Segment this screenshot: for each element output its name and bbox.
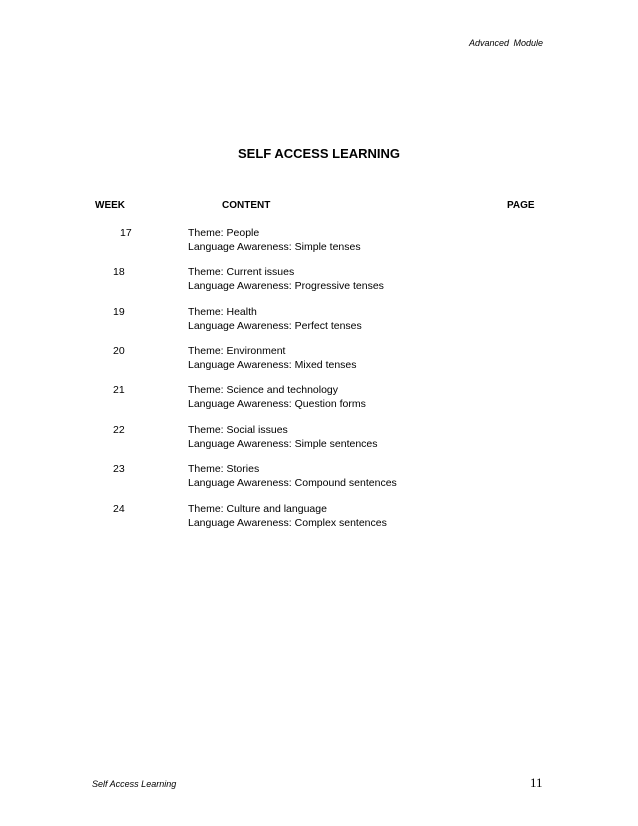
row-theme: Theme: Science and technology [188, 384, 339, 396]
week-number: 21 [113, 384, 125, 396]
row-content [188, 383, 366, 411]
footer-label: Self Access Learning [92, 779, 177, 789]
row-language: Language Awareness: Question forms [188, 398, 366, 410]
row-language: Language Awareness: Compound sentences [188, 477, 397, 489]
week-number: 19 [113, 306, 125, 318]
row-language: Language Awareness: Simple sentences [188, 438, 378, 450]
week-number: 24 [113, 503, 125, 515]
row-content [188, 305, 362, 333]
row-content [188, 226, 361, 254]
row-theme: Theme: Social issues [188, 424, 288, 436]
week-number: 17 [120, 227, 132, 239]
week-number: 18 [113, 266, 125, 278]
column-header-page: PAGE [507, 200, 535, 211]
running-header: Advanced Module [468, 38, 543, 48]
row-language: Language Awareness: Perfect tenses [188, 320, 362, 332]
column-header-content: CONTENT [222, 200, 271, 211]
row-theme: Theme: Health [188, 306, 257, 318]
week-number: 22 [113, 424, 125, 436]
row-content [188, 462, 397, 490]
row-language: Language Awareness: Progressive tenses [188, 280, 384, 292]
row-theme: Theme: Environment [188, 345, 286, 357]
page-title [0, 146, 638, 161]
row-language: Language Awareness: Simple tenses [188, 241, 361, 253]
week-number: 20 [113, 345, 125, 357]
row-language: Language Awareness: Mixed tenses [188, 359, 357, 371]
row-theme: Theme: Current issues [188, 266, 295, 278]
column-header-week: WEEK [95, 200, 125, 211]
row-language: Language Awareness: Complex sentences [188, 517, 387, 529]
page-title-text: SELF ACCESS LEARNING [237, 146, 401, 161]
row-content [188, 502, 387, 530]
row-content [188, 344, 357, 372]
row-theme: Theme: People [188, 227, 260, 239]
row-theme: Theme: Culture and language [188, 503, 327, 515]
row-theme: Theme: Stories [188, 463, 260, 475]
row-content [188, 265, 384, 293]
week-number: 23 [113, 463, 125, 475]
page-number: 11 [530, 775, 543, 790]
row-content [188, 423, 378, 451]
